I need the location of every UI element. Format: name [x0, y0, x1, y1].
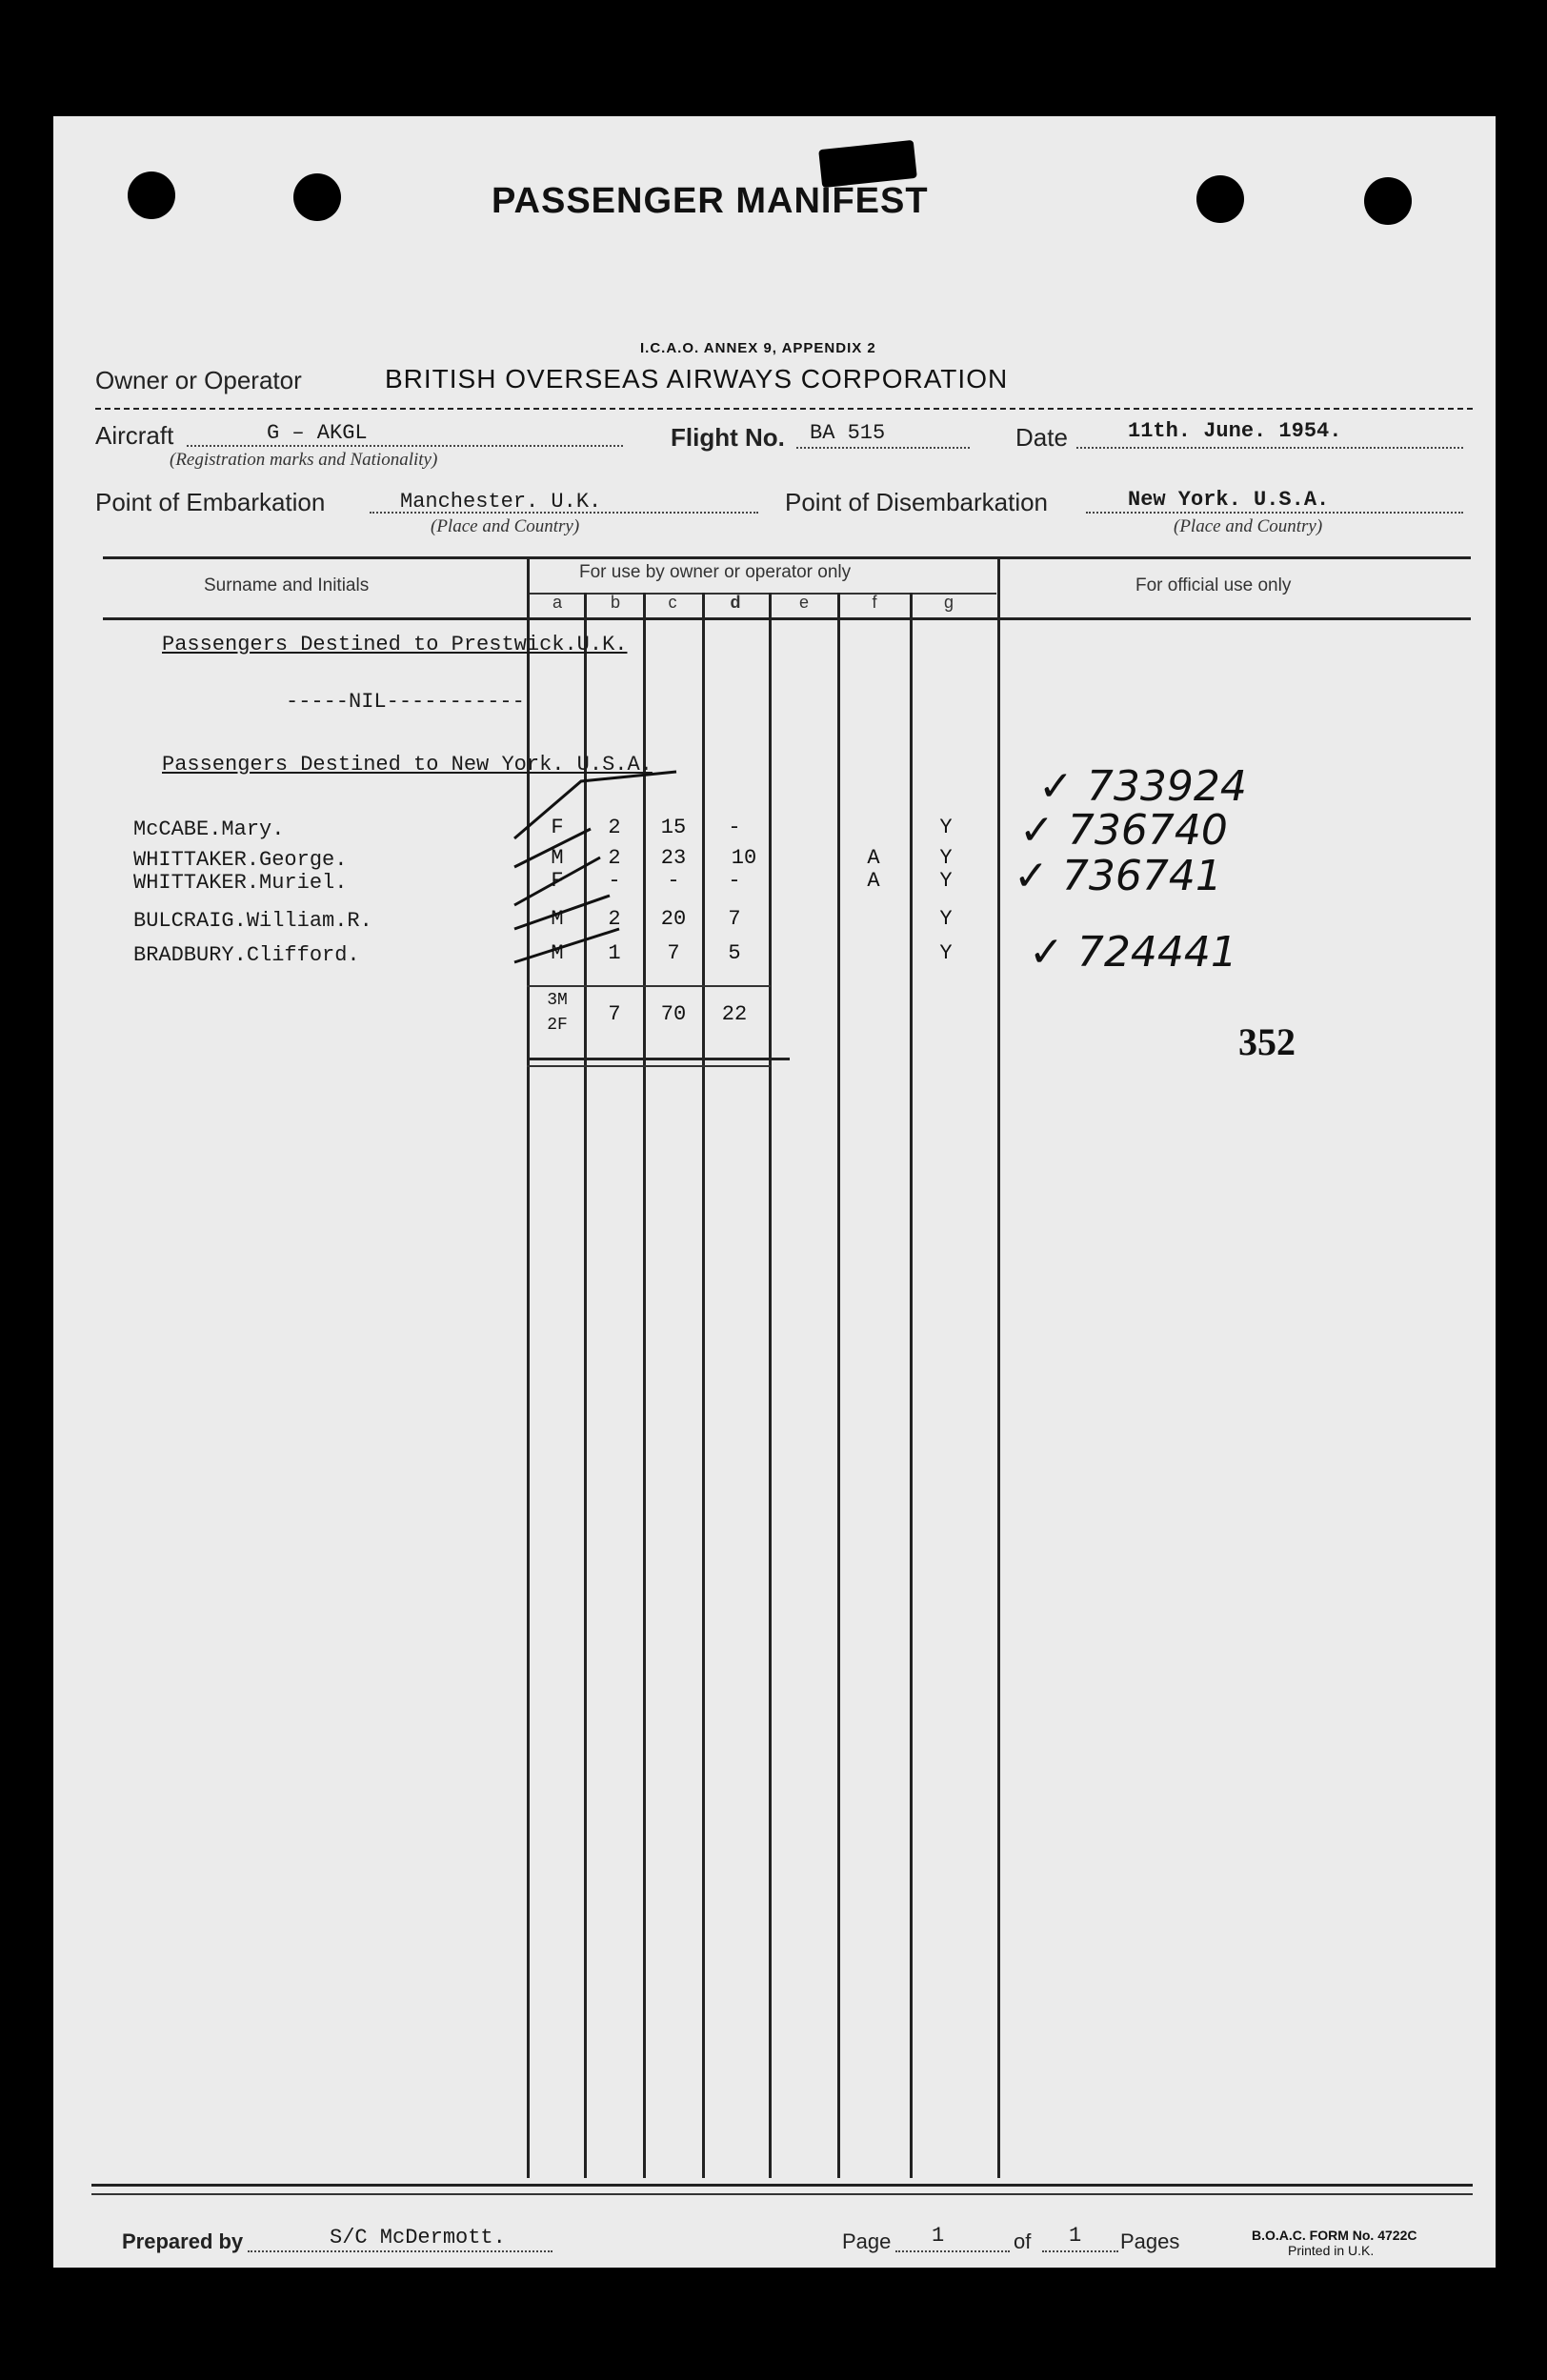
disembark-value: New York. U.S.A. — [1128, 488, 1330, 512]
passenger-name: BULCRAIG.William.R. — [133, 909, 372, 933]
operator-column-header: For use by owner or operator only — [579, 562, 852, 582]
pages-label: Pages — [1120, 2229, 1180, 2253]
cell-g: Y — [939, 816, 953, 839]
column-letter-a: a — [552, 593, 562, 612]
cell-a: F — [551, 816, 564, 839]
total-d: 22 — [721, 1002, 748, 1026]
embark-label: Point of Embarkation — [95, 488, 326, 516]
section-new-york: Passengers Destined to New York. U.S.A. — [162, 753, 653, 777]
disembark-label: Point of Disembarkation — [785, 488, 1049, 516]
aircraft-label: Aircraft — [95, 421, 174, 450]
cell-c: 23 — [660, 846, 687, 870]
prepared-value: S/C McDermott. — [330, 2226, 506, 2249]
page-label: Page — [842, 2229, 892, 2253]
pages-dotline — [1042, 2250, 1118, 2252]
owner-value: BRITISH OVERSEAS AIRWAYS CORPORATION — [385, 364, 1009, 393]
totals-bottom-rule — [527, 1058, 790, 1060]
cell-b: 1 — [608, 941, 621, 965]
flight-label: Flight No. — [671, 423, 785, 452]
tick-marks — [505, 762, 695, 972]
passenger-name: WHITTAKER.George. — [133, 848, 348, 872]
punch-hole-1 — [128, 171, 175, 219]
aircraft-dotline — [187, 445, 623, 447]
flight-dotline — [796, 447, 970, 449]
aircraft-caption: (Registration marks and Nationality) — [170, 450, 438, 470]
cell-b: 2 — [608, 907, 621, 931]
form-printed: Printed in U.K. — [1288, 2243, 1375, 2258]
column-rule-d-e — [769, 593, 772, 2178]
form-number: B.O.A.C. FORM No. 4722C — [1252, 2228, 1417, 2243]
cell-f: A — [867, 846, 880, 870]
of-label: of — [1014, 2229, 1032, 2253]
official-number-1: ✓ 733924 — [1038, 762, 1247, 811]
date-label: Date — [1015, 423, 1068, 452]
page-dotline — [895, 2250, 1010, 2252]
total-c: 70 — [660, 1002, 687, 1026]
total-a-males: 3M — [547, 991, 568, 1010]
column-rule-g-right — [997, 556, 1000, 2178]
punch-hole-3 — [1196, 175, 1244, 223]
pages-value: 1 — [1069, 2224, 1082, 2248]
embark-caption: (Place and Country) — [431, 516, 580, 536]
cell-d: 5 — [728, 941, 741, 965]
nil-entry: -----NIL----------- — [286, 690, 525, 714]
column-letter-b: b — [610, 593, 620, 612]
flight-value: BA 515 — [810, 421, 886, 445]
cell-a: F — [551, 869, 564, 893]
passenger-name: WHITTAKER.Muriel. — [133, 871, 348, 895]
disembark-dotline — [1086, 512, 1463, 514]
disembark-caption: (Place and Country) — [1174, 516, 1323, 536]
column-letter-d: d — [730, 593, 741, 612]
prepared-dotline — [248, 2250, 552, 2252]
cell-g: Y — [939, 941, 953, 965]
column-rule-e-f — [837, 593, 840, 2178]
cell-c: 20 — [660, 907, 687, 931]
cell-d: 7 — [728, 907, 741, 931]
date-value: 11th. June. 1954. — [1128, 419, 1342, 443]
cell-f: A — [867, 869, 880, 893]
cell-b: 2 — [608, 816, 621, 839]
column-rule-f-g — [910, 593, 913, 2178]
totals-bottom-rule-2 — [527, 1065, 771, 1067]
embark-dotline — [370, 512, 758, 514]
column-letter-c: c — [668, 593, 677, 612]
footer-rule-2 — [91, 2193, 1473, 2195]
prepared-label: Prepared by — [122, 2229, 244, 2253]
owner-label: Owner or Operator — [95, 366, 302, 394]
total-a-females: 2F — [547, 1016, 568, 1035]
passenger-name: BRADBURY.Clifford. — [133, 943, 360, 967]
totals-top-rule — [527, 985, 771, 987]
passenger-name: McCABE.Mary. — [133, 817, 285, 841]
name-column-header: Surname and Initials — [204, 575, 370, 595]
official-total: 352 — [1238, 1020, 1296, 1063]
page-value: 1 — [932, 2224, 945, 2248]
column-letter-g: g — [943, 593, 954, 612]
cell-b: 2 — [608, 846, 621, 870]
embark-value: Manchester. U.K. — [400, 490, 602, 514]
punch-hole-2 — [293, 173, 341, 221]
table-top-rule — [103, 556, 1471, 559]
cell-c: 15 — [660, 816, 687, 839]
cell-g: Y — [939, 869, 953, 893]
official-number-3: ✓ 736741 — [1014, 852, 1222, 900]
aircraft-value: G – AKGL — [267, 421, 368, 445]
cell-a: M — [551, 846, 564, 870]
owner-rule — [95, 408, 1473, 410]
column-rule-c-d — [702, 593, 705, 2178]
date-dotline — [1076, 447, 1463, 449]
official-number-2: ✓ 736740 — [1019, 806, 1228, 855]
cell-a: M — [551, 941, 564, 965]
cell-a: M — [551, 907, 564, 931]
total-b: 7 — [608, 1002, 621, 1026]
column-letter-e: e — [798, 593, 809, 612]
cell-g: Y — [939, 907, 953, 931]
section-prestwick: Passengers Destined to Prestwick.U.K. — [162, 633, 628, 656]
cell-c: 7 — [667, 941, 680, 965]
cell-d: - — [728, 816, 741, 839]
document-title: PASSENGER MANIFEST — [492, 181, 929, 221]
cell-b: - — [608, 869, 621, 893]
punch-hole-4 — [1364, 177, 1412, 225]
cell-c: - — [667, 869, 680, 893]
cell-g: Y — [939, 846, 953, 870]
cell-d: - — [728, 869, 741, 893]
document-subtitle: I.C.A.O. ANNEX 9, APPENDIX 2 — [640, 340, 876, 356]
cell-d: 10 — [731, 846, 757, 870]
table-header-rule — [103, 617, 1471, 620]
footer-rule-1 — [91, 2184, 1473, 2187]
official-column-header: For official use only — [1135, 575, 1292, 595]
column-letter-f: f — [872, 593, 877, 612]
official-number-4: ✓ 724441 — [1029, 928, 1237, 977]
